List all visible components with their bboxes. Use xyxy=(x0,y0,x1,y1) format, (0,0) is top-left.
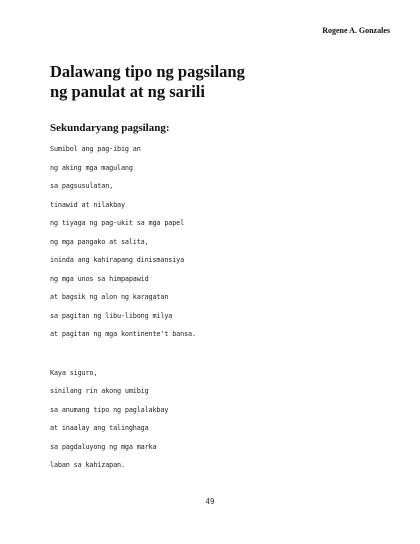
poem-line: sa pagsusulatan, xyxy=(50,182,114,190)
poem-line: ininda ang kahirapang dinismansiya xyxy=(50,256,185,264)
running-header-author: Rogene A. Gonzales xyxy=(322,26,390,35)
poem-line: tinawid at nilakbay xyxy=(50,200,125,209)
poem-line: at bagsik ng alon ng karagatan xyxy=(50,293,169,301)
poem-line: Kaya siguro, xyxy=(50,368,98,377)
poem-line: sinilang rin akong umibig xyxy=(50,387,149,395)
poem-title-line-1: Dalawang tipo ng pagsilang xyxy=(50,62,245,81)
poem-line: Sumibol ang pag-ibig an xyxy=(50,145,141,153)
stanza-2 xyxy=(50,364,380,475)
poem-line: sa pagitan ng libu-libong milya xyxy=(50,311,173,320)
poem-body xyxy=(50,140,380,475)
poem-title xyxy=(50,62,390,102)
page-number: 49 xyxy=(205,497,215,506)
poem-line: ng aking mga magulang xyxy=(50,163,133,172)
poem-line: sa anumang tipo ng paglalakbay xyxy=(50,405,169,414)
poem-title-line-2: ng panulat at ng sarili xyxy=(50,82,205,101)
poem-line: ng mga pangako at salita, xyxy=(50,237,149,246)
stanza-1 xyxy=(50,140,380,344)
poem-line: ng mga unos sa himpapawid xyxy=(50,274,149,283)
poem-line: at inaalay ang talinghaga xyxy=(50,424,149,432)
section-heading: Sekundaryang pagsilang: xyxy=(50,122,170,134)
poem-line: sa pagdaluyong ng mga marka xyxy=(50,442,157,451)
poem-line: laban sa kahizapan. xyxy=(50,461,125,469)
poem-line: ng tiyaga ng pag-ukit sa mga papel xyxy=(50,219,185,227)
poem-line: at pagitan ng mga kontinente't bansa. xyxy=(50,330,196,338)
